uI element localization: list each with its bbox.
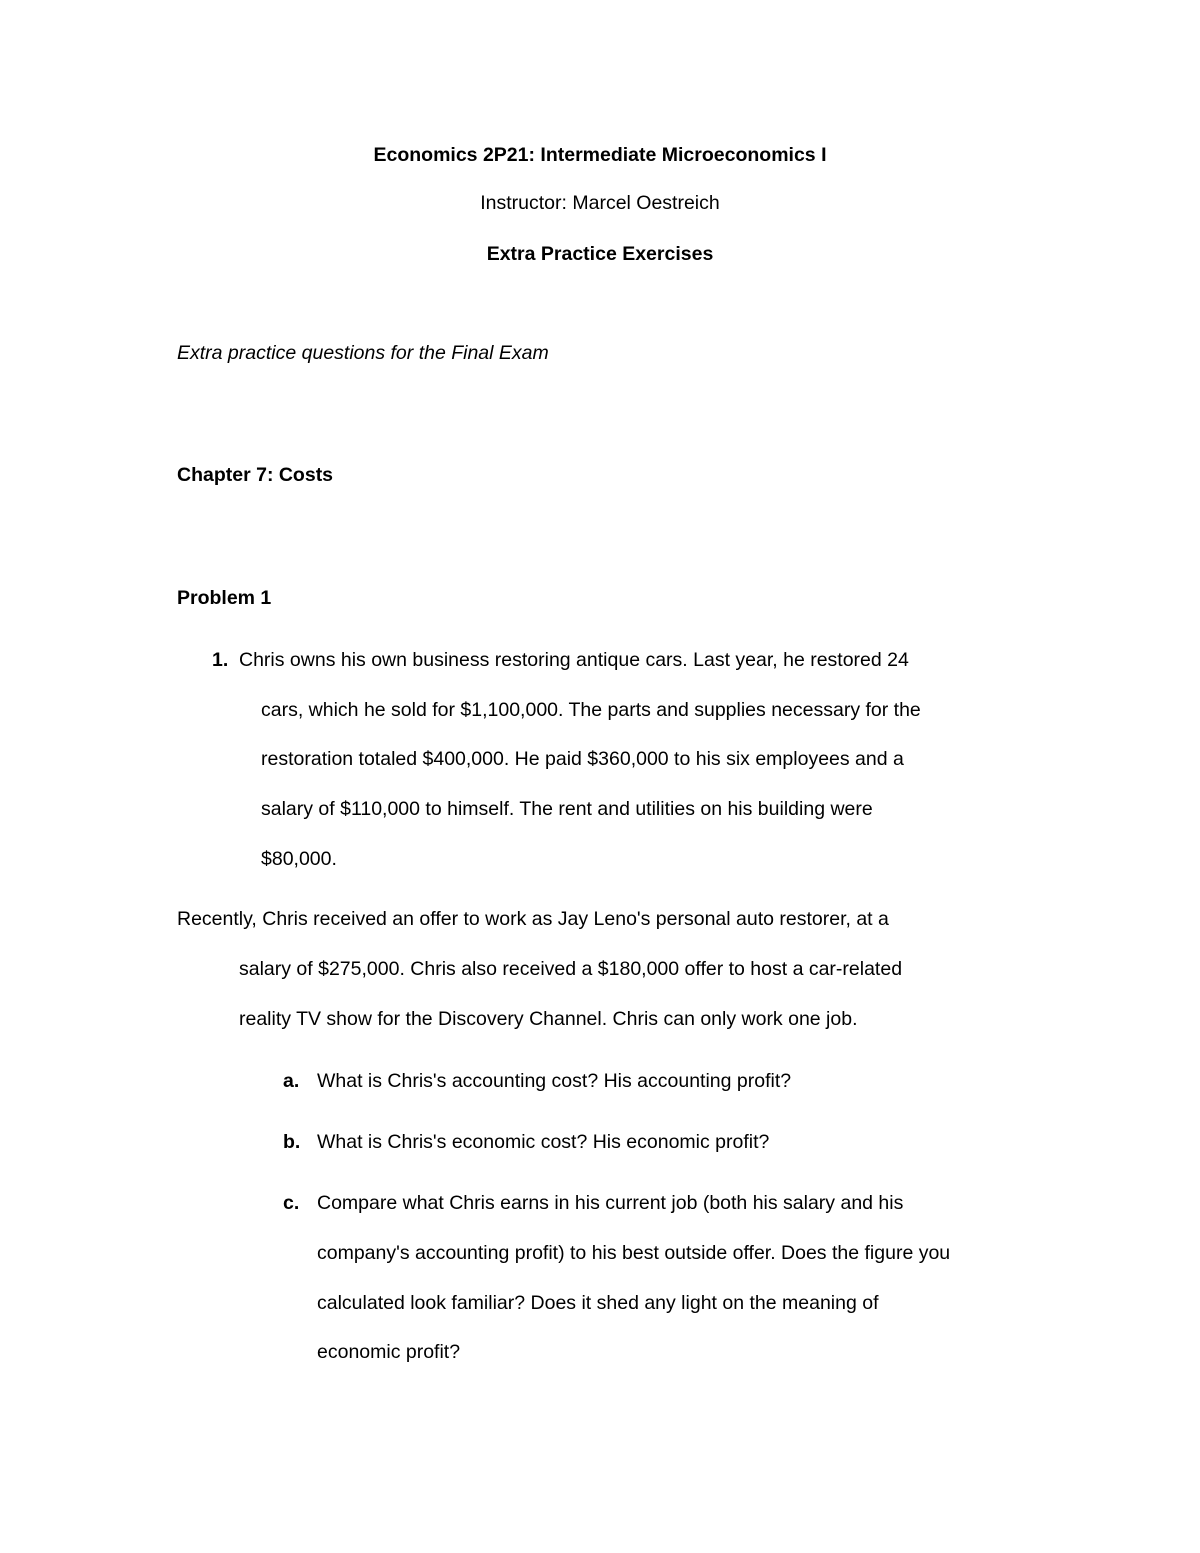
problem-text-line: cars, which he sold for $1,100,000. The parts and supplies necessary for the (261, 699, 921, 721)
problem-item-number: 1. (212, 649, 229, 671)
question-b-label: b. (283, 1131, 301, 1153)
question-a-label: a. (283, 1070, 300, 1092)
problem-text-line: Chris owns his own business restoring antique cars. Last year, he restored 24 (239, 649, 909, 671)
chapter-heading: Chapter 7: Costs (177, 464, 334, 486)
course-title: Economics 2P21: Intermediate Microeconomics I (373, 144, 827, 166)
question-c-text-line: company's accounting profit) to his best outside offer. Does the figure you (317, 1242, 951, 1264)
problem-text-line: $80,000. (261, 848, 337, 870)
question-c-text-line: economic profit? (317, 1341, 461, 1363)
problem-text-line: salary of $110,000 to himself. The rent and utilities on his building were (261, 798, 873, 820)
paragraph-line: Recently, Chris received an offer to work as Jay Leno's personal auto restorer, at a (177, 908, 889, 930)
document-subtitle: Extra Practice Exercises (486, 243, 714, 265)
question-c-text-line: calculated look familiar? Does it shed any light on the meaning of (317, 1292, 879, 1314)
question-c-label: c. (283, 1192, 300, 1214)
question-a-text: What is Chris's accounting cost? His accounting profit? (317, 1070, 792, 1092)
question-c-text-line: Compare what Chris earns in his current job (both his salary and his (317, 1192, 904, 1214)
paragraph-line: reality TV show for the Discovery Channel. Chris can only work one job. (239, 1008, 858, 1030)
problem-heading: Problem 1 (177, 587, 272, 609)
instructor-line: Instructor: Marcel Oestreich (480, 192, 720, 214)
question-b-text: What is Chris's economic cost? His economic profit? (317, 1131, 770, 1153)
intro-text: Extra practice questions for the Final Exam (177, 342, 549, 364)
problem-text-line: restoration totaled $400,000. He paid $360,000 to his six employees and a (261, 748, 904, 770)
paragraph-line: salary of $275,000. Chris also received a $180,000 offer to host a car-related (239, 958, 903, 980)
